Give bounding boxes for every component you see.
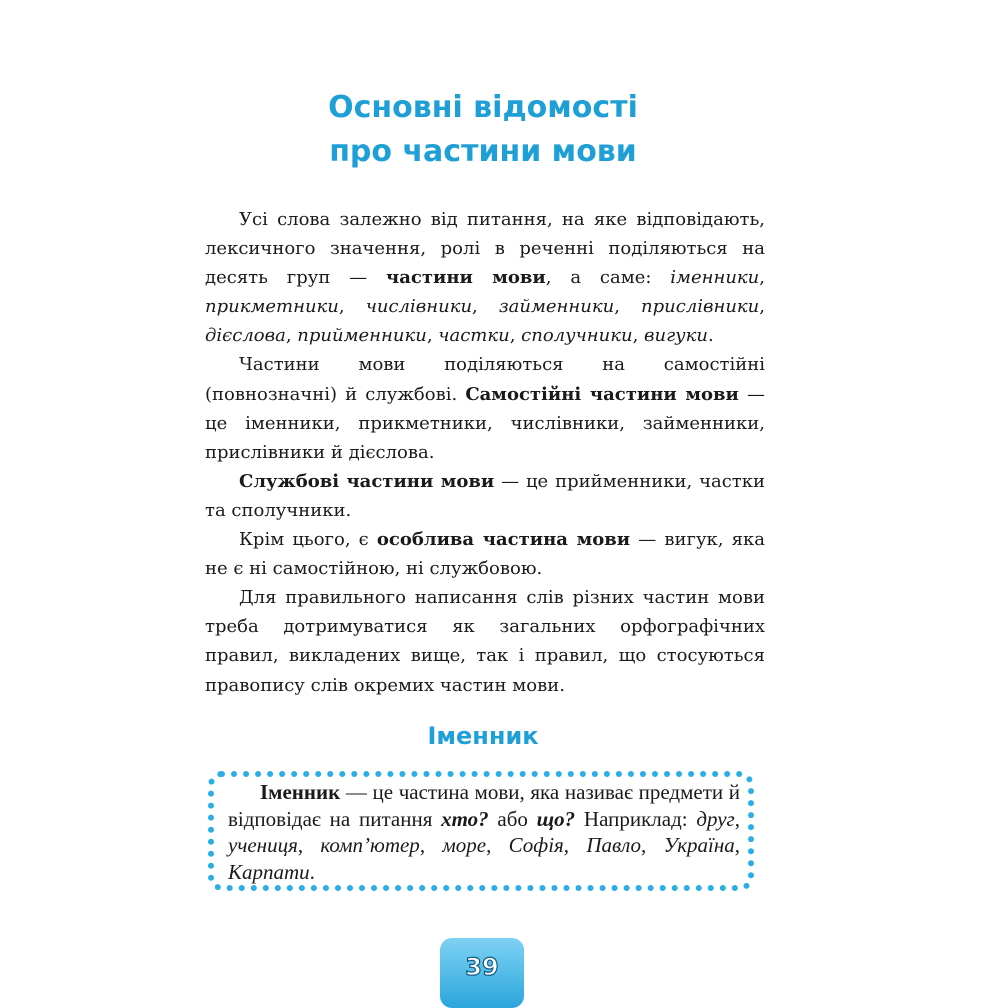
page-title-line-1: Основні відомості: [328, 90, 638, 125]
text-run: Частини мови поділяються на самостійні (повнозначні) й службові.: [205, 354, 765, 405]
term-italic: дієслова: [205, 325, 286, 347]
paragraph-2: [205, 350, 765, 466]
term-italic: іменники: [670, 267, 760, 289]
text-run: Усі слова залежно від питання, на яке відповідають, лексичного значення, ролі в реченні поділяються на десять груп —: [205, 209, 765, 289]
example-italic: Карпати: [228, 859, 310, 884]
text-run: ,: [285, 325, 298, 347]
paragraph-5: [205, 583, 765, 699]
example-italic: Софія: [508, 833, 564, 857]
text-run: ,: [486, 833, 509, 857]
text-run: — це частина мови, яка називає предмети й відповідає на питання: [228, 780, 740, 831]
definition-box: [228, 779, 740, 885]
term-bold: особлива частина мови: [376, 529, 631, 551]
term-bold: Іменник: [260, 780, 341, 804]
text-run: .: [707, 325, 714, 347]
text-run: ,: [472, 296, 499, 318]
text-run: .: [309, 859, 315, 884]
text-run: — це прийменники, частки та сполучники.: [205, 470, 765, 521]
term-bold: частини мови: [386, 267, 546, 289]
text-run: ,: [734, 833, 741, 857]
page-title-line-2: про частини мови: [329, 134, 637, 169]
term-italic: займенники: [498, 296, 615, 318]
text-run: Крім цього, є: [239, 529, 377, 551]
text-run: ,: [338, 296, 366, 318]
text-run: ,: [509, 325, 522, 347]
text-run: Наприклад:: [575, 806, 697, 831]
term-bold: Службові частини мови: [239, 470, 495, 492]
text-run: Для правильного написання слів різних частин мови треба дотримуватися як загальних орфографічних правил, викладених вище, так і правил, що стосуються правопису слів окремих частин мови.: [205, 587, 765, 696]
text-run: або: [488, 806, 537, 831]
example-italic: комп’ютер: [320, 833, 420, 857]
text-run: ,: [641, 833, 664, 857]
question-bold-italic: що?: [536, 806, 576, 831]
example-italic: друг: [696, 806, 735, 831]
definition-text: [228, 779, 740, 885]
paragraph-1: [205, 205, 765, 350]
text-run: , а саме:: [545, 267, 671, 289]
text-run: — вигук, яка не є ні самостійною, ні службовою.: [205, 529, 765, 580]
term-italic: вигуки: [644, 325, 708, 347]
term-italic: числівники: [365, 296, 473, 318]
page-title: [200, 86, 766, 174]
section-heading: Іменник: [427, 722, 539, 750]
paragraph-3: [205, 467, 765, 525]
term-italic: прийменники: [297, 325, 427, 347]
term-italic: частки: [438, 325, 510, 347]
page-number: 39: [465, 953, 499, 981]
text-run: ,: [426, 325, 439, 347]
term-italic: прикметники: [205, 296, 339, 318]
text-run: ,: [734, 806, 740, 831]
question-bold-italic: хто?: [441, 806, 489, 831]
text-run: ,: [419, 833, 443, 857]
term-italic: сполучники: [521, 325, 633, 347]
text-run: ,: [759, 296, 765, 318]
example-italic: Україна: [663, 833, 735, 857]
term-italic: прислівники: [640, 296, 760, 318]
text-run: ,: [297, 833, 321, 857]
main-text: [205, 205, 765, 700]
text-run: ,: [563, 833, 587, 857]
text-run: ,: [632, 325, 645, 347]
example-italic: море: [442, 833, 487, 857]
example-italic: учениця: [228, 833, 298, 857]
text-run: ,: [759, 267, 766, 289]
term-bold: Самостійні частини мови: [465, 383, 739, 405]
text-run: — це іменники, прикметники, числівники, займенники, прислівники й дієслова.: [205, 383, 765, 463]
example-italic: Павло: [586, 833, 642, 857]
paragraph-4: [205, 525, 765, 583]
text-run: ,: [614, 296, 641, 318]
